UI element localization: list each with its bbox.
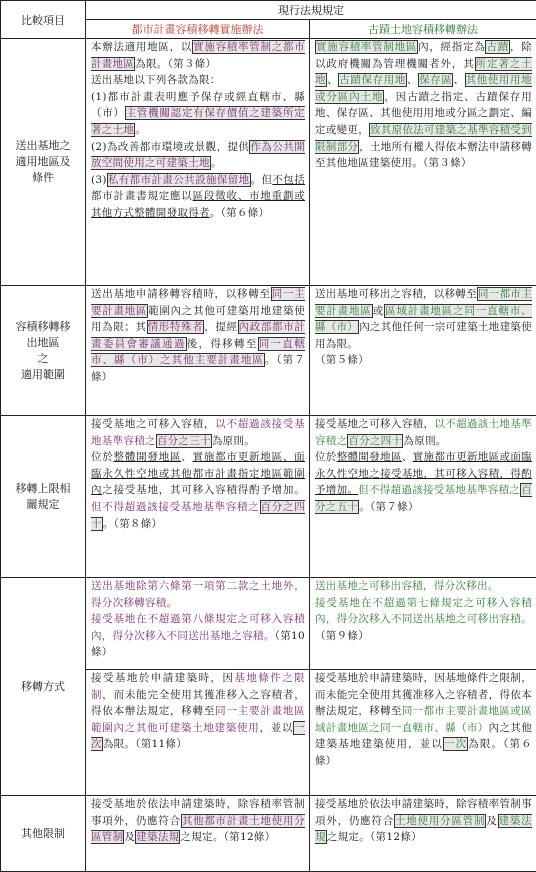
row-label-line: 條件 [32,171,54,184]
row-label-line: 關規定 [27,498,60,511]
row-label-line: 適用範圍 [21,368,65,381]
row-label-sending-site [1,39,86,286]
row-label-line: 移轉上限相 [16,482,71,495]
urban-transfer-method-cell: 送出基地除第六條第一項第二款之土地外，得分次移轉容積。 接受基地在不超過第八條規定之可移入容積內，得分次移入不同送出基地之容積。（第10條） 接受基地於申請建築時，因基地條件之限制，而未能完全使用其獲准移入之容積者，得依本辦法規定，移轉至同一主要計畫地區範圍內之其他可建築土地建築使用，並以一次為限。（第11條） [86,578,310,796]
urban-other-limits-cell: 接受基地於依法申請建築時，除容積率管制事項外，仍應符合其他都市計畫土地使用分區管制及建築法規之規定。（第12條） [86,796,310,872]
compare-header: 比較項目 [1,1,86,39]
urban-transfer-limit-cell: 接受基地之可移入容積，以不超過該接受基地基準容積之百分之三十為原則。 位於整體開發地區、實施都市更新地區、面臨永久性空地或其他都市計畫指定地區範圍內之接受基地，其可移入容積得酌予增加。但不得超過該接受基地基準容積之百分之四十。（第８條） [86,416,310,578]
row-label-line: 送出基地之 [16,139,71,152]
heritage-header: 古蹟土地容積移轉辦法 [310,20,536,39]
current-regulation-header: 現行法規規定 [86,1,536,20]
row-label-line: 其他限制 [21,827,65,840]
row-label-line: 移轉方式 [21,680,65,693]
row-label-other-limits [1,796,86,872]
urban-transfer-scope-cell: 送出基地申請移轉容積時，以移轉至同一主要計畫地區範圍內之其他可建築用地建築使用為限；其情形特殊者，提經內政部都市計畫委員會審議通過後，得移轉至同一直轄市、縣（市）之其他主要計畫地區。（第７條） [86,286,310,416]
row-label-transfer-limit [1,416,86,578]
row-label-transfer-scope [1,286,86,416]
heritage-sending-site-cell: 實施容積率管制地區內，經指定為古蹟，除以政府機關為管理機關者外，其所定著之土地、古蹟保存用地、保存區、其他使用用地或分區內土地，因古蹟之指定、古蹟保存用地、保存區、其他使用用地或分區之劃定、編定或變更，致其原依法可建築之基準容積受到限制部分，土地所有權人得依本辦法申請移轉至其他地區建築使用。（第３條） [310,39,536,286]
row-label-line: 適用地區及 [16,155,71,168]
row-label-line: 出地區 [27,336,60,349]
heritage-transfer-limit-cell: 接受基地之可移入容積，以不超過該土地基準容積之百分之四十為原則。 位於整體開發地區、實施都市更新地區或面臨永久性空地之接受基地，其可移入容積，得酌予增加。但不得超過該接受基地基準容積之百分之五十。（第７條） [310,416,536,578]
row-label-transfer-method [1,578,86,796]
row-label-line: 容積移轉移 [16,320,71,333]
heritage-transfer-scope-cell: 送出基地可移出之容積，以移轉至同一都市主要計畫地區或區域計畫地區之同一直轄市、縣（市）內之其他任何一宗可建築土地建築使用為限。 （第５條） [310,286,536,416]
heritage-transfer-method-cell: 送出基地之可移出容積，得分次移出。 接受基地在不超過第七條規定之可移入容積內，得分次移入不同送出基地之可移出容積。（第９條） 接受基地於申請建築時，因基地條件之限制，而未能完全使用其獲准移入之容積者，得依本辦法規定，移轉至同一都市主要計畫地區或區域計畫地區之同一直轄市、縣（市）內之其他建築基地建築使用，並以一次為限。（第６條） [310,578,536,796]
urban-plan-header: 都市計畫容積移轉實施辦法 [86,20,310,39]
heritage-other-limits-cell: 接受基地於依法申請建築時，除容積率管制事項外，仍應符合土地使用分區管制及建築法規之規定。（第12條） [310,796,536,872]
row-label-line: 之 [38,352,49,365]
urban-sending-site-cell: 本辦法適用地區，以實施容積率管制之都市計畫地區為限。（第３條） 送出基地以下列各款為限： (1)都市計畫表明應予保存或經直轄市、縣（市）主管機關認定有保存價值之建築所定著之土地。 (2)為改善都市環境或景觀，提供作為公共開放空間使用之可建築土地。 (3)私有都市計畫公共設施保留地。但不包括都市計畫書規定應以區段徵收、市地重劃或其他方式整體開發取得者。（第６條） [86,39,310,286]
